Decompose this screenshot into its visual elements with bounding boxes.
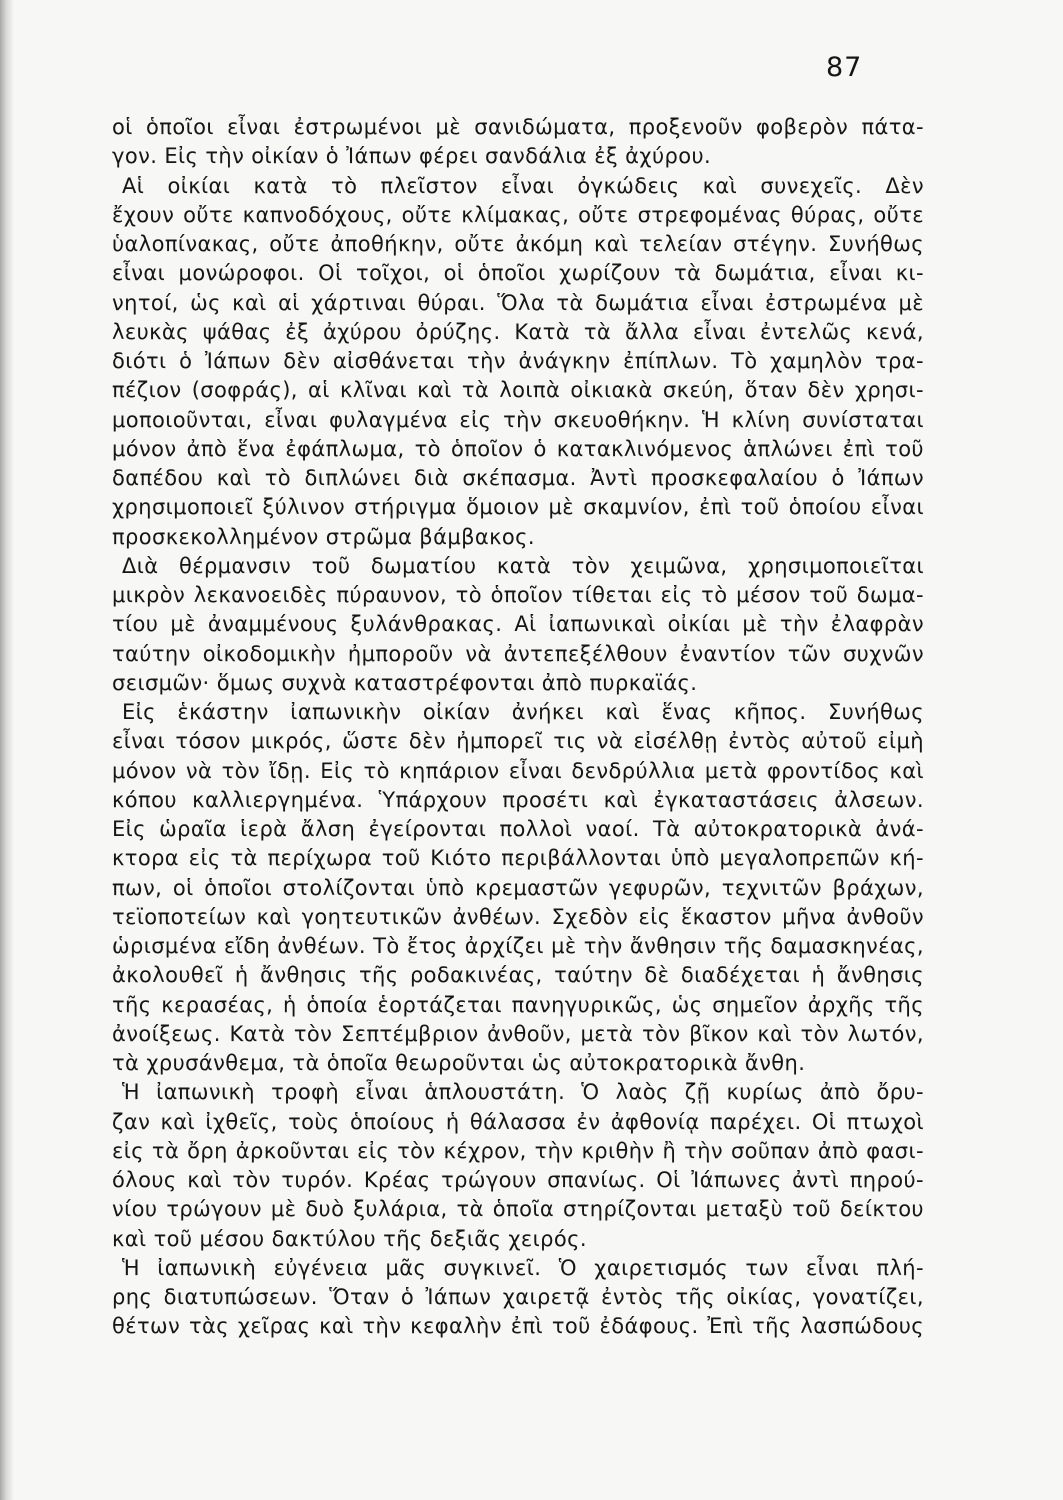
text-line: κτορα εἰς τὰ περίχωρα τοῦ Κιότο περιβάλλονται ὑπὸ μεγαλοπρεπῶν κή- xyxy=(112,846,924,871)
text-line: μόνον ἀπὸ ἕνα ἐφάπλωμα, τὸ ὁποῖον ὁ κατακλινόμενος ἁπλώνει ἐπὶ τοῦ xyxy=(112,436,924,461)
text-line: ρης διατυπώσεων. Ὅταν ὁ Ἰάπων χαιρετᾷ ἐντὸς τῆς οἰκίας, γονατίζει, xyxy=(112,1285,924,1309)
text-line: προσκεκολλημένον στρῶμα βάμβακος. xyxy=(112,524,535,549)
text-line: μόνον νὰ τὸν ἴδῃ. Εἰς τὸ κηπάριον εἶναι δενδρύλλια μετὰ φροντίδος καὶ xyxy=(112,758,924,783)
page-number: 87 xyxy=(826,52,863,83)
text-line: ὡρισμένα εἴδη ἀνθέων. Τὸ ἔτος ἀρχίζει μὲ τὴν ἄνθησιν τῆς δαμασκηνέας, xyxy=(112,934,924,958)
text-line: ἀνοίξεως. Κατὰ τὸν Σεπτέμβριον ἀνθοῦν, μετὰ τὸν βῖκον καὶ τὸν λωτόν, xyxy=(112,1021,924,1046)
text-line: θέτων τὰς χεῖρας καὶ τὴν κεφαλὴν ἐπὶ τοῦ ἐδάφους. Ἐπὶ τῆς λασπώδους xyxy=(112,1314,924,1339)
text-line: Ἡ ἰαπωνικὴ εὐγένεια μᾶς συγκινεῖ. Ὁ χαιρετισμός των εἶναι πλή- xyxy=(122,1255,924,1280)
body-text xyxy=(112,113,924,1342)
text-line: καὶ τοῦ μέσου δακτύλου τῆς δεξιᾶς χειρός. xyxy=(112,1226,587,1251)
text-line: πέζιον (σοφράς), αἱ κλῖναι καὶ τὰ λοιπὰ οἰκιακὰ σκεύη, ὅταν δὲν χρησι- xyxy=(112,378,924,403)
text-line: τῆς κερασέας, ἡ ὁποία ἑορτάζεται πανηγυρικῶς, ὡς σημεῖον ἀρχῆς τῆς xyxy=(112,992,924,1017)
text-line: όλους καὶ τὸν τυρόν. Κρέας τρώγουν σπανίως. Οἱ Ἰάπωνες ἀντὶ πηρού- xyxy=(112,1168,924,1192)
text-line: κόπου καλλιεργημένα. Ὑπάρχουν προσέτι καὶ ἐγκαταστάσεις ἀλσεων. xyxy=(112,787,924,812)
text-line: μικρὸν λεκανοειδὲς πύραυνον, τὸ ὁποῖον τίθεται εἰς τὸ μέσον τοῦ δωμα- xyxy=(112,583,924,607)
text-line: Αἱ οἰκίαι κατὰ τὸ πλεῖστον εἶναι ὀγκώδεις καὶ συνεχεῖς. Δὲν xyxy=(122,173,924,198)
page-binding-shadow xyxy=(0,0,14,1500)
text-line: οἱ ὁποῖοι εἶναι ἐστρωμένοι μὲ σανιδώματα, προξενοῦν φοβερὸν πάτα- xyxy=(112,115,924,139)
text-line: εἶναι τόσον μικρός, ὥστε δὲν ἠμπορεῖ τις νὰ εἰσέλθῃ ἐντὸς αὐτοῦ εἰμὴ xyxy=(112,729,924,754)
text-line: τὰ χρυσάνθεμα, τὰ ὁποῖα θεωροῦνται ὡς αὐτοκρατορικὰ ἄνθη. xyxy=(112,1051,806,1075)
text-line: σεισμῶν· ὅμως συχνὰ καταστρέφονται ἀπὸ πυρκαϊάς. xyxy=(112,670,698,695)
text-line: διότι ὁ Ἰάπων δὲν αἰσθάνεται τὴν ἀνάγκην ἐπίπλων. Τὸ χαμηλὸν τρα- xyxy=(112,349,924,373)
text-line: νητοί, ὡς καὶ αἱ χάρτιναι θύραι. Ὅλα τὰ δωμάτια εἶναι ἐστρωμένα μὲ xyxy=(112,290,924,315)
text-line: τεϊοποτείων καὶ γοητευτικῶν ἀνθέων. Σχεδὸν εἰς ἕκαστον μῆνα ἀνθοῦν xyxy=(112,904,924,929)
text-line: μοποιοῦνται, εἶναι φυλαγμένα εἰς τὴν σκευοθήκην. Ἡ κλίνη συνίσταται xyxy=(112,407,924,432)
text-line: λευκὰς ψάθας ἐξ ἀχύρου ὀρύζης. Κατὰ τὰ ἄλλα εἶναι ἐντελῶς κενά, xyxy=(112,319,924,344)
text-line: Εἰς ἑκάστην ἰαπωνικὴν οἰκίαν ἀνήκει καὶ ἕνας κῆπος. Συνήθως xyxy=(122,700,924,724)
text-line: ἀκολουθεῖ ἡ ἄνθησις τῆς ροδακινέας, ταύτην δὲ διαδέχεται ἡ ἄνθησις xyxy=(112,963,924,988)
text-line: ὑαλοπίνακας, οὔτε ἀποθήκην, οὔτε ἀκόμη καὶ τελείαν στέγην. Συνήθως xyxy=(112,232,924,256)
text-line: χρησιμοποιεῖ ξύλινον στήριγμα ὅμοιον μὲ σκαμνίον, ἐπὶ τοῦ ὁποίου εἶναι xyxy=(112,495,924,520)
text-line: εἶναι μονώροφοι. Οἱ τοῖχοι, οἱ ὁποῖοι χωρίζουν τὰ δωμάτια, εἶναι κι- xyxy=(112,261,924,286)
text-line: νίου τρώγουν μὲ δυὸ ξυλάρια, τὰ ὁποῖα στηρίζονται μεταξὺ τοῦ δείκτου xyxy=(112,1197,924,1222)
text-line: Ἡ ἰαπωνικὴ τροφὴ εἶναι ἁπλουστάτη. Ὁ λαὸς ζῇ κυρίως ἀπὸ ὄρυ- xyxy=(122,1080,924,1105)
text-line: Διὰ θέρμανσιν τοῦ δωματίου κατὰ τὸν χειμῶνα, χρησιμοποιεῖται xyxy=(122,553,924,578)
text-line: πων, οἱ ὁποῖοι στολίζονται ὑπὸ κρεμαστῶν γεφυρῶν, τεχνιτῶν βράχων, xyxy=(112,875,924,900)
text-line: εἰς τὰ ὄρη ἀρκοῦνται εἰς τὸν κέχρον, τὴν κριθὴν ἢ τὴν σοῦπαν ἀπὸ φασι- xyxy=(112,1138,924,1163)
text-line: ταύτην οἰκοδομικὴν ἠμποροῦν νὰ ἀντεπεξέλθουν ἐναντίον τῶν συχνῶν xyxy=(112,641,924,666)
text-line: ζαν καὶ ἰχθεῖς, τοὺς ὁποίους ἡ θάλασσα ἐν ἀφθονίᾳ παρέχει. Οἱ πτωχοὶ xyxy=(112,1109,924,1134)
text-line: ἔχουν οὔτε καπνοδόχους, οὔτε κλίμακας, οὔτε στρεφομένας θύρας, οὔτε xyxy=(112,202,924,227)
text-line: Εἰς ὡραῖα ἱερὰ ἄλση ἐγείρονται πολλοὶ ναοί. Τὰ αὐτοκρατορικὰ ἀνά- xyxy=(112,817,924,841)
text-line: δαπέδου καὶ τὸ διπλώνει διὰ σκέπασμα. Ἀντὶ προσκεφαλαίου ὁ Ἰάπων xyxy=(112,466,924,490)
text-line: γον. Εἰς τὴν οἰκίαν ὁ Ἰάπων φέρει σανδάλια ἐξ ἀχύρου. xyxy=(112,144,712,169)
text-line: τίου μὲ ἀναμμένους ξυλάνθρακας. Αἱ ἰαπωνικαὶ οἰκίαι μὲ τὴν ἐλαφρὰν xyxy=(112,612,924,637)
